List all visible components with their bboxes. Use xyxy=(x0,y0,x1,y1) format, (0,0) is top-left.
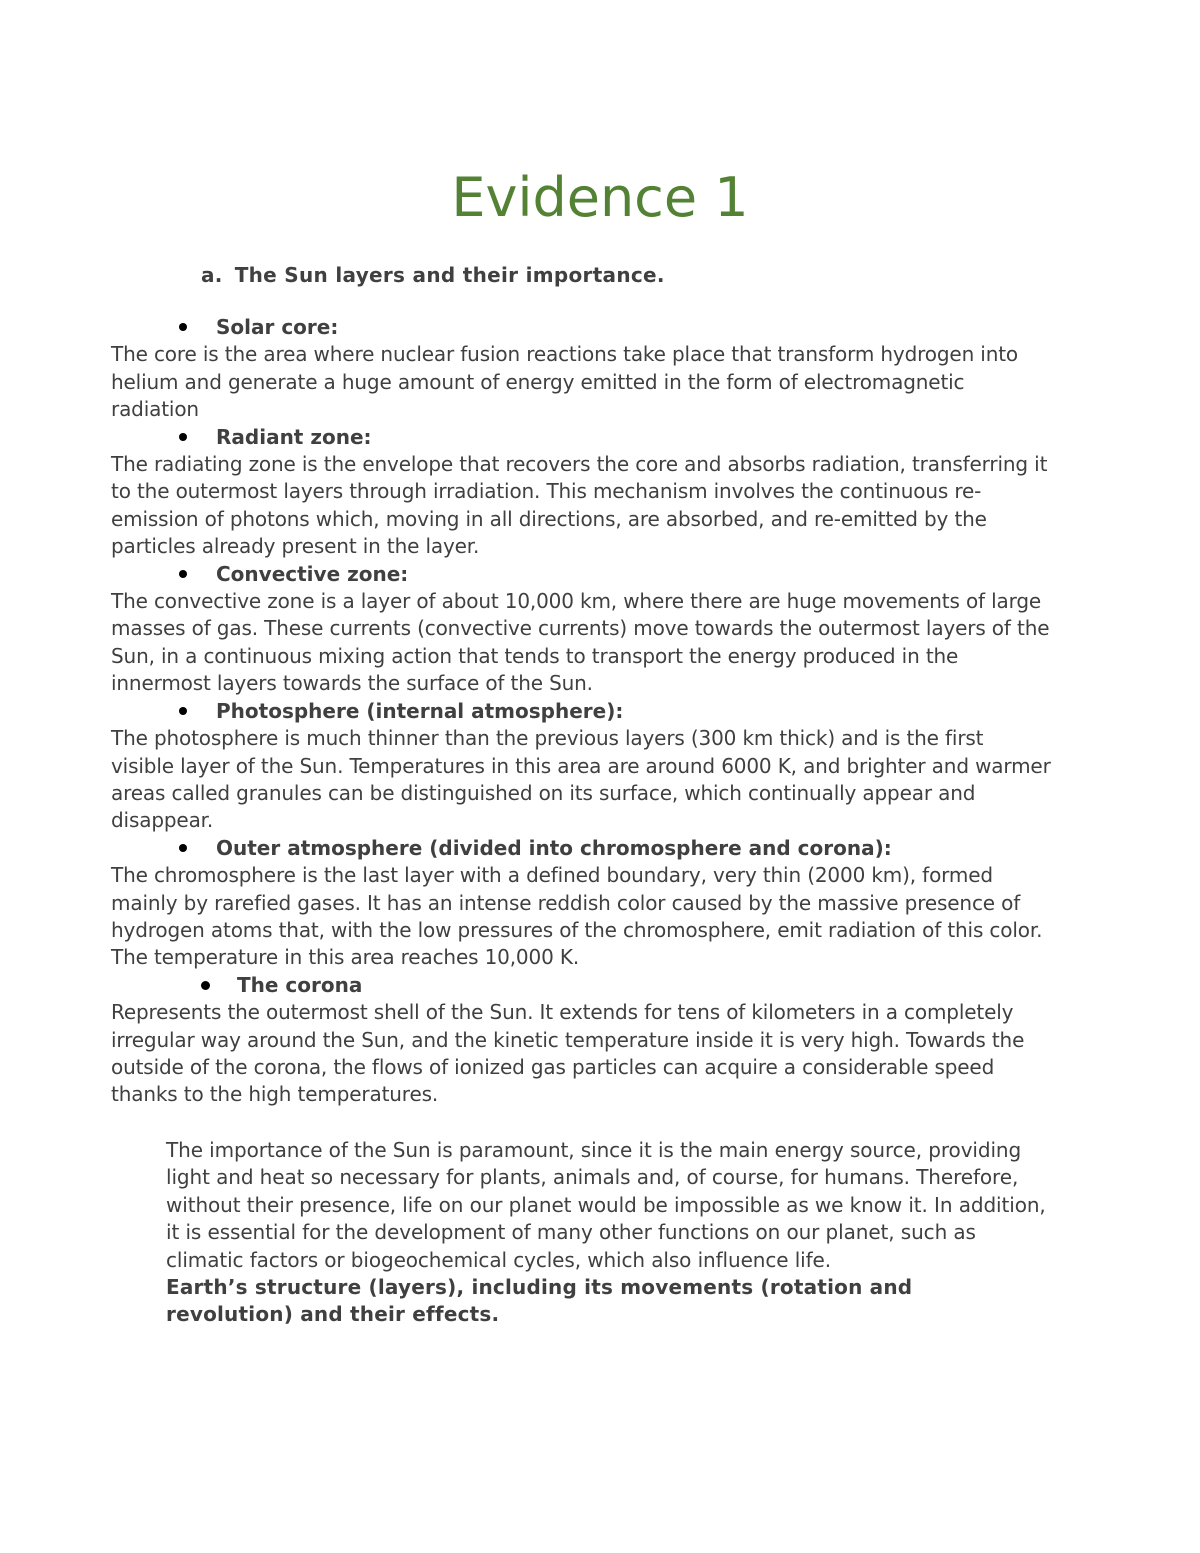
importance-section xyxy=(166,1137,1046,1329)
layer-heading-radiant-zone: Radiant zone: xyxy=(111,424,1051,451)
layer-text-convective-zone: The convective zone is a layer of about 10,000 km, where there are huge movements of large masses of gas. These currents (convective currents) move towards the outermost layers of the Sun, in a continuous mixing action that tends to transport the energy produced in the innermost layers towards the surface of the Sun. xyxy=(111,589,1050,696)
layer-heading-photosphere: Photosphere (internal atmosphere): xyxy=(111,698,1051,725)
bullet-icon xyxy=(179,323,187,331)
layer-text-solar-core: The core is the area where nuclear fusion reactions take place that transform hydrogen into helium and generate a huge amount of energy emitted in the form of electromagnetic radiation xyxy=(111,342,1019,422)
bullet-icon xyxy=(179,433,187,441)
layer-text-photosphere: The photosphere is much thinner than the previous layers (300 km thick) and is the first visible layer of the Sun. Temperatures in this area are around 6000 K, and brighter and warmer areas called granules can be distinguished on its surface, which continually appear and disappear. xyxy=(111,726,1051,833)
layer-text-radiant-zone: The radiating zone is the envelope that recovers the core and absorbs radiation, transferring it to the outermost layers through irradiation. This mechanism involves the continuous re-emission of photons which, moving in all directions, are absorbed, and re-emitted by the particles already present in the layer. xyxy=(111,452,1048,559)
page-title: Evidence 1 xyxy=(451,166,749,229)
layer-text-outer-atmosphere: The chromosphere is the last layer with a defined boundary, very thin (2000 km), formed mainly by rarefied gases. It has an intense reddish color caused by the massive presence of hydrogen atoms that, with the low pressures of the chromosphere, emit radiation of this color. The temperature in this area reaches 10,000 K. xyxy=(111,863,1043,970)
bullet-icon xyxy=(201,981,210,990)
layer-heading-solar-core: Solar core: xyxy=(111,314,1051,341)
layer-heading-corona: The corona xyxy=(111,972,1051,999)
next-section-heading: Earth’s structure (layers), including its movements (rotation and revolution) and their effects. xyxy=(166,1275,913,1327)
sun-layers-list xyxy=(111,314,1051,1109)
bullet-icon xyxy=(179,844,187,852)
layer-text-corona: Represents the outermost shell of the Sun. It extends for tens of kilometers in a completely irregular way around the Sun, and the kinetic temperature inside it is very high. Towards the outside of the corona, the flows of ionized gas particles can acquire a considerable speed thanks to the high temperatures. xyxy=(111,1000,1025,1107)
layer-heading-convective-zone: Convective zone: xyxy=(111,561,1051,588)
bullet-icon xyxy=(179,570,187,578)
section-marker: a. xyxy=(201,263,223,287)
importance-paragraph: The importance of the Sun is paramount, since it is the main energy source, providing light and heat so necessary for plants, animals and, of course, for humans. Therefore, without their presence, life on our planet would be impossible as we know it. In addition, it is essential for the development of many other functions on our planet, such as climatic factors or biogeochemical cycles, which also influence life. xyxy=(166,1138,1046,1272)
layer-heading-outer-atmosphere: Outer atmosphere (divided into chromosphere and corona): xyxy=(111,835,1051,862)
bullet-icon xyxy=(179,707,187,715)
section-heading xyxy=(201,261,665,289)
section-heading-text: The Sun layers and their importance. xyxy=(234,263,665,287)
